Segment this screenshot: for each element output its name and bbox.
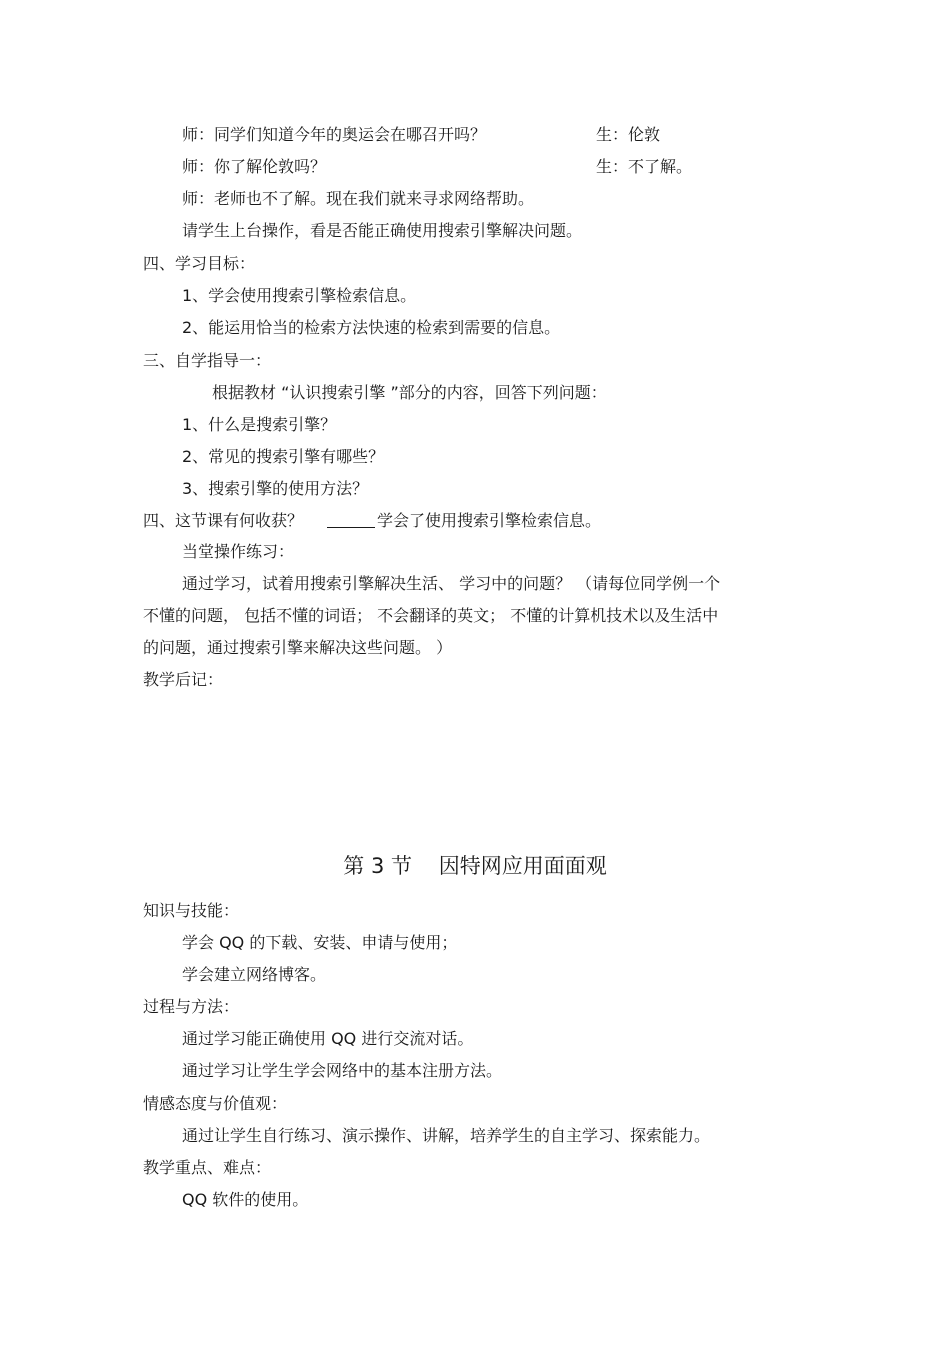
practice-line-3: 的问题，通过搜索引擎来解决这些问题。 ） xyxy=(143,638,453,657)
practice-heading: 当堂操作练习： xyxy=(182,542,295,561)
dialogue-student-2: 生：不了解。 xyxy=(596,157,693,176)
teacher-line: 师：老师也不了解。现在我们就来寻求网络帮助。 xyxy=(182,189,535,208)
emotion-heading: 情感态度与价值观： xyxy=(143,1094,288,1113)
dialogue-teacher-2: 师：你了解伦敦吗？ xyxy=(182,157,327,176)
process-item-2: 通过学习让学生学会网络中的基本注册方法。 xyxy=(182,1061,503,1080)
dialogue-student-1: 生：伦敦 xyxy=(596,125,661,144)
guide-item-2: 2、常见的搜索引擎有哪些？ xyxy=(182,447,385,466)
goals-heading: 四、学习目标： xyxy=(143,254,256,273)
goal-item-2: 2、能运用恰当的检索方法快速的检索到需要的信息。 xyxy=(182,318,561,337)
section-title: 第 3 节 因特网应用面面观 xyxy=(343,854,607,878)
goal-item-1: 1、学会使用搜索引擎检索信息。 xyxy=(182,286,417,305)
process-heading: 过程与方法： xyxy=(143,997,240,1016)
answer-blank xyxy=(327,511,375,528)
harvest-line xyxy=(143,510,601,532)
process-item-1: 通过学习能正确使用 QQ 进行交流对话。 xyxy=(182,1029,474,1048)
knowledge-item-2: 学会建立网络博客。 xyxy=(182,965,327,984)
guide-item-3: 3、搜索引擎的使用方法？ xyxy=(182,479,369,498)
guide-item-1: 1、什么是搜索引擎？ xyxy=(182,415,337,434)
guide-intro: 根据教材 “认识搜索引擎 ”部分的内容，回答下列问题： xyxy=(212,383,607,402)
guide-heading: 三、自学指导一： xyxy=(143,351,272,370)
practice-line-1: 通过学习，试着用搜索引擎解决生活、 学习中的问题？ （请每位同学例一个 xyxy=(182,574,721,593)
harvest-question: 四、这节课有何收获？ xyxy=(143,511,304,530)
dialogue-teacher-1: 师：同学们知道今年的奥运会在哪召开吗？ xyxy=(182,125,487,144)
practice-line-2: 不懂的问题， 包括不懂的词语； 不会翻译的英文； 不懂的计算机技术以及生活中 xyxy=(143,606,719,625)
keypoints-item-1: QQ 软件的使用。 xyxy=(182,1190,309,1209)
operation-line: 请学生上台操作，看是否能正确使用搜索引擎解决问题。 xyxy=(182,221,583,240)
knowledge-heading: 知识与技能： xyxy=(143,901,240,920)
harvest-answer: 学会了使用搜索引擎检索信息。 xyxy=(377,511,602,530)
keypoints-heading: 教学重点、难点： xyxy=(143,1158,272,1177)
knowledge-item-1: 学会 QQ 的下载、安装、申请与使用； xyxy=(182,933,458,952)
emotion-item-1: 通过让学生自行练习、演示操作、讲解，培养学生的自主学习、探索能力。 xyxy=(182,1126,711,1145)
postscript-heading: 教学后记： xyxy=(143,670,224,689)
